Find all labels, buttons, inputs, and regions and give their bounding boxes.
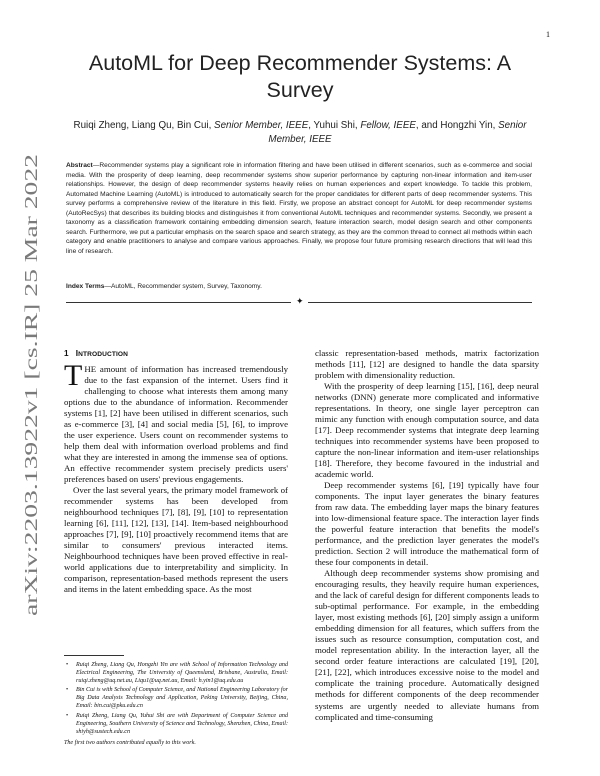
section-title-initial: I xyxy=(75,349,79,358)
separator-rule xyxy=(308,302,532,303)
paragraph: Over the last several years, the primary model framework of recommender systems has been developed from neighbourhood techniques [7], [8], [9], [10] to representation learning [6], [11], [12], [13], [14]. Item-based neighbourhood approaches [7], [9], [10] proactively recommend items that are similar to consumers' previous interacted items. Neighbourhood techniques have been proved effective in real-world applications due to interpretability and simplicity. In comparison, representation-based methods represent the users and items in the latent embedding space. As the most xyxy=(64,485,288,595)
arxiv-stamp xyxy=(10,150,46,620)
right-column xyxy=(315,348,539,723)
paragraph: With the prosperity of deep learning [15], [16], deep neural networks (DNN) generate more complicated and informative representations. In theory, one single layer perceptron can mimic any function with enough computation source, and data [17]. Deep recommender systems that integrate deep learning techniques into recommender systems have been proposed to capture the non-linear information and item-user relationships [18]. Therefore, they become favoured in the industrial and academic world. xyxy=(315,381,539,480)
author-list xyxy=(60,119,540,147)
abstract xyxy=(66,161,532,256)
footnote-note: The first two authors contributed equally to this work. xyxy=(64,739,196,746)
authors-affil: Member, IEEE xyxy=(268,134,332,145)
paragraph-text: HE amount of information has increased tremendously due to the fast expansion of the internet. Users find it challenging to choose what interests them among many options due to the abundance of information. Recommender systems [1], [2] have been utilised in different scenarios, such as e-commerce [3], [4] and social media [5], [6], to improve the user experience. Users count on recommender systems to help them deal with information overload problems and find what they are interested in among the immense sea of options. An effective recommender system precisely predicts users' preferences based on users' previous engagements. xyxy=(64,364,288,485)
separator-diamond-icon: ✦ xyxy=(296,297,304,307)
separator-rule xyxy=(66,302,291,303)
authors-part: , and Hongzhi Yin, xyxy=(415,120,499,131)
arxiv-stamp-text: arXiv:2203.13922v1 [cs.IR] 25 Mar 2022 xyxy=(21,311,41,616)
paragraph: classic representation-based methods, matrix factorization methods [11], [12] are designed to handle the data sparsity problem with dimensionality reduction. xyxy=(315,348,539,381)
section-title-rest: NTRODUCTION xyxy=(78,351,128,358)
authors-affil: Fellow, IEEE xyxy=(360,120,416,131)
section-heading xyxy=(64,349,128,358)
section-number: 1 xyxy=(64,349,69,358)
page-number: 1 xyxy=(546,30,550,39)
left-column xyxy=(64,359,288,595)
paragraph xyxy=(64,359,288,485)
paragraph: Although deep recommender systems show promising and encouraging results, they heavily require human experiences, and the lack of careful design for different components leads to sub-optimal performance. For example, in the embedding layer, most existing methods [6], [20] simply assign a uniform embedding dimension for all features, which suffers from the issues such as resource consumption, computation cost, and model representation ability. In the interaction layer, all the second order feature interactions are calculated [19], [20], [21], [22], which introduces excessive noise to the model and complicate the training procedure. Automatically designed methods for different components of the deep recommender systems are urgently needed to alleviate humans from complicated and time-consuming xyxy=(315,568,539,722)
index-terms-label: Index Terms xyxy=(66,283,105,290)
drop-cap: T xyxy=(64,359,83,392)
paper-title: AutoML for Deep Recommender Systems: A Survey xyxy=(88,51,512,102)
authors-affil: Senior Member, IEEE xyxy=(214,120,309,131)
footnote-item: • Ruiqi Zheng, Liang Qu, Hongzhi Yin are with School of Information Technology and Electrical Engineering, The University of Queensland, Brisbane, Australia, Email: ruiqi.zheng@uq.net.au, Liqu1@uq.net.au, Email: h.yin1@uq.edu.au xyxy=(76,661,288,685)
footnote-item: • Ruiqi Zheng, Liang Qu, Yuhui Shi are with Department of Computer Science and Engineering, Southern University of Science and Technology, Shenzhen, China, Email: shiyh@sustech.edu.cn xyxy=(76,712,288,736)
authors-part: , Yuhui Shi, xyxy=(308,120,361,131)
abstract-label: Abstract xyxy=(66,162,93,169)
paragraph: Deep recommender systems [6], [19] typically have four components. The input layer generates the binary features from raw data. The embedding layer maps the binary features into low-dimensional feature space. The interaction layer finds the powerful feature interaction that benefits the model's performance, and the prediction layer generates the model's prediction. Section 2 will introduce the mathematical form of these four components in detail. xyxy=(315,480,539,568)
abstract-text: —Recommender systems play a significant role in information filtering and have been utilised in different scenarios, such as e-commerce and social media. With the prosperity of deep learning, deep recommender systems show superior performance by capturing non-linear information and item-user relationships. However, the design of deep recommender systems heavily relies on human experiences and expert knowledge. To tackle this problem, Automated Machine Learning (AutoML) is introduced to automatically search for the proper candidates for different parts of deep recommender systems. This survey performs a comprehensive review of the literature in this field. Firstly, we propose an abstract concept for AutoML for deep recommender systems (AutoRecSys) that describes its building blocks and distinguishes it from conventional AutoML techniques and recommender systems. Secondly, we present a taxonomy as a classification framework containing embedding dimension search, feature interaction search, model design search and other components search. Furthermore, we put a particular emphasis on the search space and search strategy, as they are the common thread to connect all methods within each category and enable practitioners to analyse and compare various approaches. Finally, we propose four future promising research directions that will lead this line of research. xyxy=(66,162,532,255)
footnote-rule xyxy=(64,655,124,656)
authors-part: Ruiqi Zheng, Liang Qu, Bin Cui, xyxy=(73,120,215,131)
authors-affil: Senior xyxy=(498,120,527,131)
index-terms-text: —AutoML, Recommender system, Survey, Taxonomy. xyxy=(104,283,262,290)
index-terms xyxy=(66,282,532,292)
footnotes xyxy=(64,661,288,747)
footnote-item: • Bin Cui is with School of Computer Science, and National Engineering Laboratory for Big Data Analysis Technology and Application, Peking University, Beijing, China, Email: bin.cui@pku.edu.cn xyxy=(76,686,288,710)
